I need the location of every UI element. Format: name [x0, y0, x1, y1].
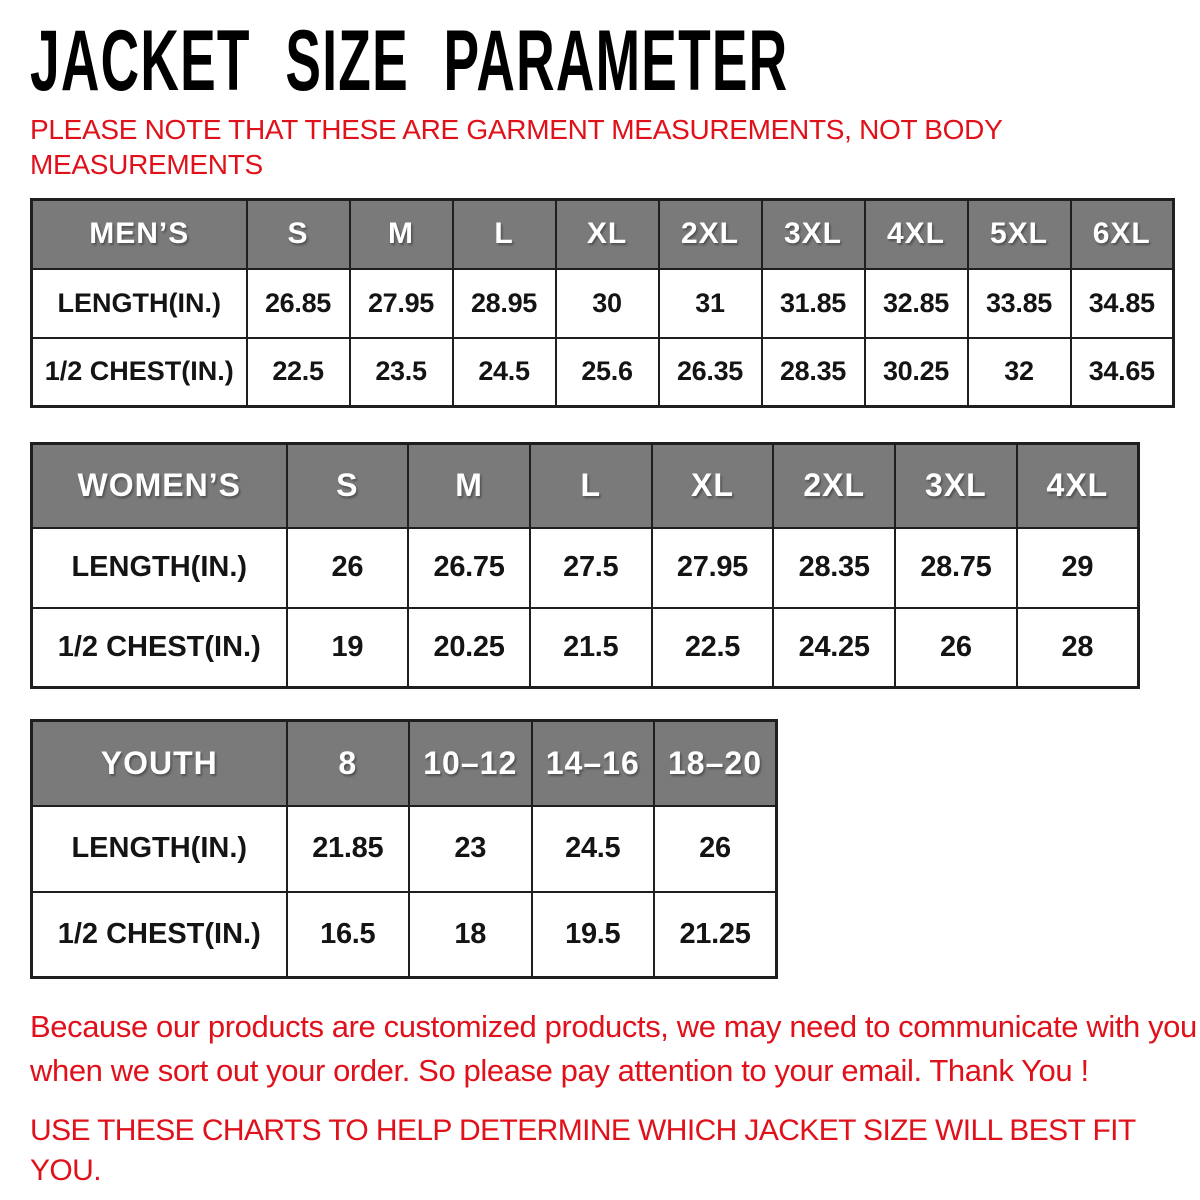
value-cell: 27.95: [350, 269, 453, 338]
value-cell: 24.5: [532, 806, 655, 892]
value-cell: 31: [659, 269, 762, 338]
mens-chest-row: [32, 338, 1174, 407]
value-cell: 28.35: [773, 528, 895, 608]
value-cell: 28: [1017, 608, 1139, 688]
value-cell: 27.5: [530, 528, 652, 608]
value-cell: 26: [895, 608, 1017, 688]
row-label-cell: 1/2 CHEST(IN.): [32, 338, 247, 407]
youth-chest-row: [32, 892, 777, 978]
value-cell: 24.5: [453, 338, 556, 407]
mens-size-header-l: L: [453, 200, 556, 269]
mens-size-header-s: S: [247, 200, 350, 269]
mens-table-title-cell: MEN’S: [32, 200, 247, 269]
value-cell: 33.85: [968, 269, 1071, 338]
customization-notice-line-1: Because our products are customized products, we may need to communicate with you: [30, 1009, 1197, 1044]
value-cell: 24.25: [773, 608, 895, 688]
youth-size-header-18-20: 18–20: [654, 721, 777, 806]
row-label-cell: LENGTH(IN.): [32, 806, 287, 892]
row-label-cell: LENGTH(IN.): [32, 269, 247, 338]
value-cell: 28.75: [895, 528, 1017, 608]
garment-measurement-note: [30, 112, 1200, 182]
womens-chest-row: [32, 608, 1139, 688]
row-label-cell: 1/2 CHEST(IN.): [32, 892, 287, 978]
customization-notice-line-2: when we sort out your order. So please pay attention to your email. Thank You !: [30, 1053, 1089, 1088]
mens-header-row: [32, 200, 1174, 269]
value-cell: 27.95: [652, 528, 774, 608]
youth-table-title-cell: YOUTH: [32, 721, 287, 806]
fit-advice-text: USE THESE CHARTS TO HELP DETERMINE WHICH JACKET SIZE WILL BEST FIT YOU.: [30, 1114, 1136, 1187]
value-cell: 21.85: [287, 806, 410, 892]
womens-size-header-4xl: 4XL: [1017, 444, 1139, 528]
value-cell: 21.5: [530, 608, 652, 688]
womens-size-header-2xl: 2XL: [773, 444, 895, 528]
womens-size-header-3xl: 3XL: [895, 444, 1017, 528]
page-title: JACKET SIZE PARAMETER: [30, 13, 789, 109]
womens-table-title-cell: WOMEN’S: [32, 444, 287, 528]
customization-notice: [30, 1005, 1200, 1093]
womens-header-row: [32, 444, 1139, 528]
row-label-cell: 1/2 CHEST(IN.): [32, 608, 287, 688]
womens-length-row: [32, 528, 1139, 608]
mens-size-header-m: M: [350, 200, 453, 269]
youth-size-header-14-16: 14–16: [532, 721, 655, 806]
mens-size-header-xl: XL: [556, 200, 659, 269]
value-cell: 21.25: [654, 892, 777, 978]
value-cell: 30: [556, 269, 659, 338]
youth-length-row: [32, 806, 777, 892]
youth-header-row: [32, 721, 777, 806]
value-cell: 32: [968, 338, 1071, 407]
value-cell: 28.35: [762, 338, 865, 407]
value-cell: 32.85: [865, 269, 968, 338]
value-cell: 25.6: [556, 338, 659, 407]
value-cell: 19.5: [532, 892, 655, 978]
value-cell: 26.85: [247, 269, 350, 338]
value-cell: 23.5: [350, 338, 453, 407]
youth-size-header-10-12: 10–12: [409, 721, 532, 806]
womens-size-header-s: S: [287, 444, 409, 528]
value-cell: 31.85: [762, 269, 865, 338]
value-cell: 30.25: [865, 338, 968, 407]
womens-size-table: [30, 442, 1140, 689]
note-line-2: MEASUREMENTS: [30, 149, 263, 180]
value-cell: 23: [409, 806, 532, 892]
value-cell: 20.25: [408, 608, 530, 688]
value-cell: 18: [409, 892, 532, 978]
mens-size-header-6xl: 6XL: [1071, 200, 1174, 269]
youth-size-table: [30, 719, 778, 979]
value-cell: 26: [654, 806, 777, 892]
value-cell: 26.75: [408, 528, 530, 608]
value-cell: 22.5: [652, 608, 774, 688]
value-cell: 22.5: [247, 338, 350, 407]
value-cell: 34.85: [1071, 269, 1174, 338]
value-cell: 34.65: [1071, 338, 1174, 407]
value-cell: 28.95: [453, 269, 556, 338]
row-label-cell: LENGTH(IN.): [32, 528, 287, 608]
womens-size-header-xl: XL: [652, 444, 774, 528]
value-cell: 19: [287, 608, 409, 688]
mens-size-header-4xl: 4XL: [865, 200, 968, 269]
youth-size-header-8: 8: [287, 721, 410, 806]
value-cell: 16.5: [287, 892, 410, 978]
value-cell: 26.35: [659, 338, 762, 407]
mens-size-header-5xl: 5XL: [968, 200, 1071, 269]
womens-size-header-l: L: [530, 444, 652, 528]
value-cell: 26: [287, 528, 409, 608]
value-cell: 29: [1017, 528, 1139, 608]
womens-size-header-m: M: [408, 444, 530, 528]
mens-size-header-2xl: 2XL: [659, 200, 762, 269]
note-line-1: PLEASE NOTE THAT THESE ARE GARMENT MEASUREMENTS, NOT BODY: [30, 114, 1003, 145]
mens-size-header-3xl: 3XL: [762, 200, 865, 269]
mens-size-table: [30, 198, 1175, 408]
mens-length-row: [32, 269, 1174, 338]
